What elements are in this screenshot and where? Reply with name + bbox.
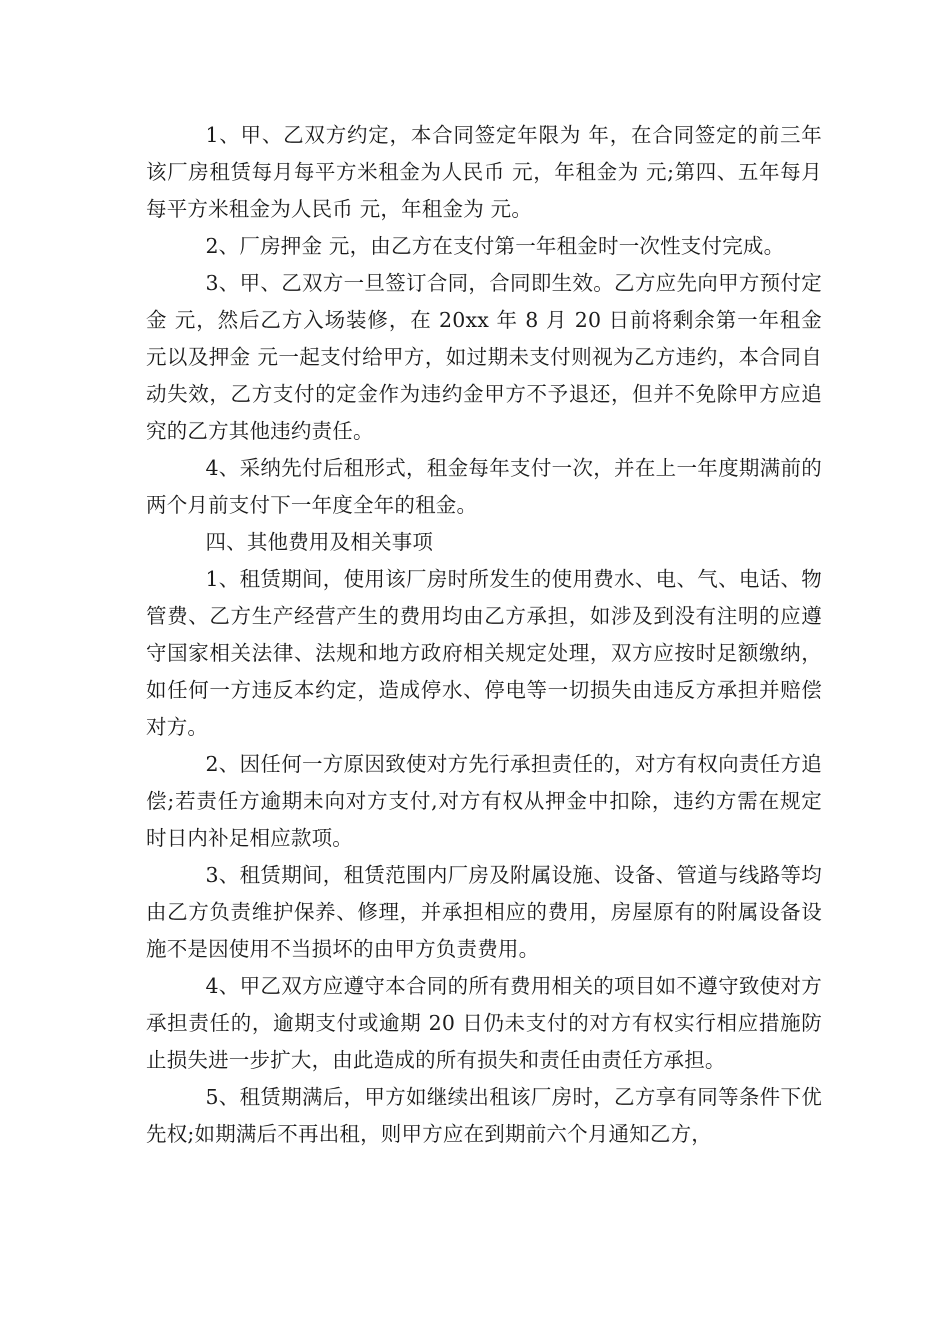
paragraph-payment-form: 4、采纳先付后租形式，租金每年支付一次，并在上一年度期满前的两个月前支付下一年度全年的租金。 xyxy=(146,456,822,517)
paragraph-overdue-measures: 4、甲乙双方应遵守本合同的所有费用相关的项目如不遵守致使对方承担责任的，逾期支付或逾期 20 日仍未支付的对方有权实行相应措施防止损失进一步扩大，由此造成的所有损失和责任由责任方承担。 xyxy=(146,974,822,1072)
paragraph-rent-terms: 1、甲、乙双方约定，本合同签定年限为 年，在合同签定的前三年该厂房租赁每月每平方米租金为人民币 元，年租金为 元;第四、五年每月每平方米租金为人民币 元，年租金为 元。 xyxy=(146,123,822,221)
paragraph-liability-recourse: 2、因任何一方原因致使对方先行承担责任的，对方有权向责任方追偿;若责任方逾期未向对方支付,对方有权从押金中扣除，违约方需在规定时日内补足相应款项。 xyxy=(146,752,822,850)
paragraph-deposit: 2、厂房押金 元，由乙方在支付第一年租金时一次性支付完成。 xyxy=(205,234,785,258)
paragraph-lease-renewal: 5、租赁期满后，甲方如继续出租该厂房时，乙方享有同等条件下优先权;如期满后不再出租，则甲方应在到期前六个月通知乙方， xyxy=(146,1085,822,1146)
paragraph-maintenance: 3、租赁期间，租赁范围内厂房及附属设施、设备、管道与线路等均由乙方负责维护保养、修理，并承担相应的费用，房屋原有的附属设备设施不是因使用不当损坏的由甲方负责费用。 xyxy=(146,863,822,961)
paragraph-contract-effect: 3、甲、乙双方一旦签订合同，合同即生效。乙方应先向甲方预付定金 元，然后乙方入场装修，在 20xx 年 8 月 20 日前将剩余第一年租金 元以及押金 元一起支付给甲方，如过期未支付则视为乙方违约，本合同自动失效，乙方支付的定金作为违约金甲方不予退还，但并不免除甲方应追究的乙方其他违约责任。 xyxy=(146,271,822,443)
paragraph-utility-fees: 1、租赁期间，使用该厂房时所发生的使用费水、电、气、电话、物管费、乙方生产经营产生的费用均由乙方承担，如涉及到没有注明的应遵守国家相关法律、法规和地方政府相关规定处理，双方应按时足额缴纳，如任何一方违反本约定，造成停水、停电等一切损失由违反方承担并赔偿对方。 xyxy=(146,567,822,739)
section-heading-other-fees: 四、其他费用及相关事项 xyxy=(205,530,434,554)
document-page xyxy=(146,117,822,1153)
